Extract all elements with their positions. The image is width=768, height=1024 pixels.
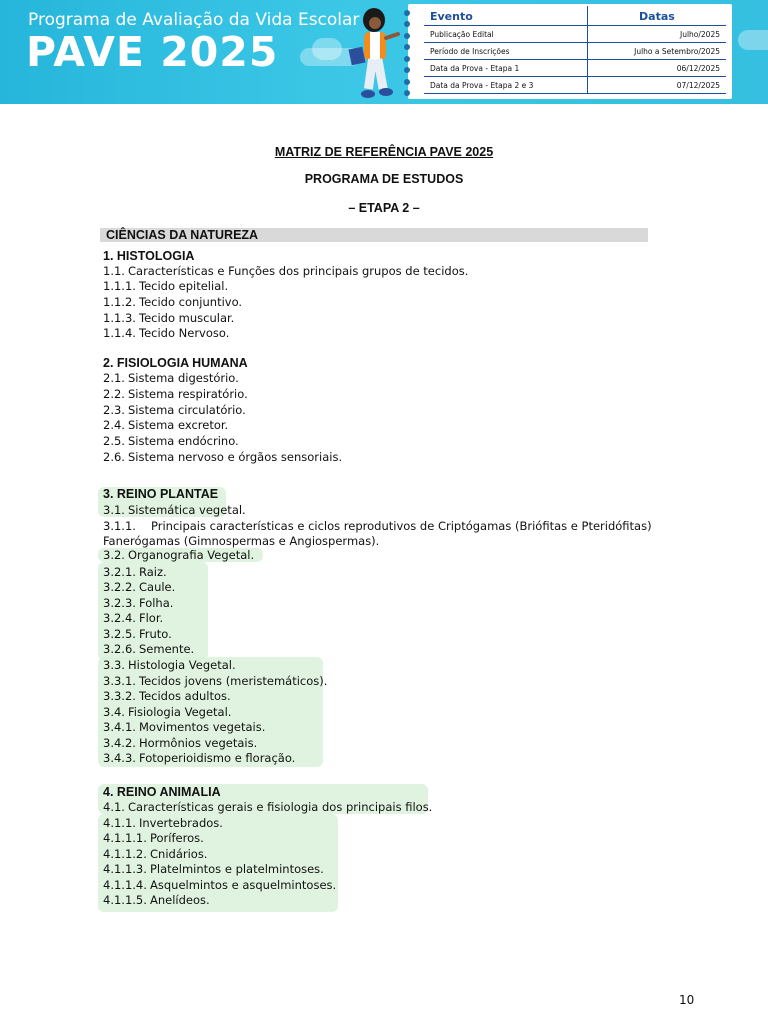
section-heading-fisiologia: 2. FISIOLOGIA HUMANA: [103, 356, 248, 370]
banner-subtitle: Programa de Avaliação da Vida Escolar: [28, 10, 360, 30]
list-item: 3.3. Histologia Vegetal.: [103, 658, 236, 672]
header-banner: [0, 0, 768, 104]
event-cell: Data da Prova - Etapa 2 e 3: [424, 77, 587, 94]
list-item: 4.1.1. Invertebrados.: [103, 816, 223, 830]
section-heading-histologia: 1. HISTOLOGIA: [103, 249, 195, 263]
table-row: [424, 60, 726, 77]
table-row: [424, 26, 726, 43]
stage-label: – ETAPA 2 –: [348, 201, 420, 215]
list-item: Fanerógamas (Gimnospermas e Angiospermas).: [103, 534, 380, 548]
document-subtitle: PROGRAMA DE ESTUDOS: [304, 172, 464, 186]
list-item: 3.2.3. Folha.: [103, 596, 174, 610]
section-heading-plantae: 3. REINO PLANTAE: [103, 487, 219, 501]
list-item: 4.1.1.1. Poríferos.: [103, 831, 204, 845]
event-header: Evento: [424, 6, 587, 26]
list-item: 1.1.3. Tecido muscular.: [103, 311, 235, 325]
list-item: 4.1.1.3. Platelmintos e platelmintoses.: [103, 862, 324, 876]
section-heading-animalia: 4. REINO ANIMALIA: [103, 785, 221, 799]
date-cell: Julho/2025: [587, 26, 726, 43]
list-item: 1.1.4. Tecido Nervoso.: [103, 326, 230, 340]
list-item: 3.2.6. Semente.: [103, 642, 195, 656]
list-item: 2.4. Sistema excretor.: [103, 418, 229, 432]
list-item: 2.5. Sistema endócrino.: [103, 434, 239, 448]
list-item: 3.3.1. Tecidos jovens (meristemáticos).: [103, 674, 328, 688]
event-cell: Data da Prova - Etapa 1: [424, 60, 587, 77]
list-item: 3.2.4. Flor.: [103, 611, 164, 625]
date-cell: 06/12/2025: [587, 60, 726, 77]
event-cell: Período de Inscrições: [424, 43, 587, 60]
list-item: 2.6. Sistema nervoso e órgãos sensoriais.: [103, 450, 343, 464]
table-row: [424, 43, 726, 60]
list-item: 3.4.3. Fotoperioidismo e floração.: [103, 751, 296, 765]
date-cell: 07/12/2025: [587, 77, 726, 94]
banner-title: PAVE 2025: [26, 28, 279, 76]
list-item: 4.1. Características gerais e fisiologia dos principais filos.: [103, 800, 433, 814]
date-cell: Julho a Setembro/2025: [587, 43, 726, 60]
list-item: 1.1. Características e Funções dos principais grupos de tecidos.: [103, 264, 469, 278]
dates-header: Datas: [587, 6, 726, 26]
list-item: 3.1.1. Principais características e ciclos reprodutivos de Criptógamas (Briófitas e Pteridófitas): [103, 519, 652, 533]
list-item: 1.1.1. Tecido epitelial.: [103, 279, 229, 293]
event-cell: Publicação Edital: [424, 26, 587, 43]
table-row: [424, 77, 726, 94]
list-item: 4.1.1.5. Anelídeos.: [103, 893, 210, 907]
list-item: 1.1.2. Tecido conjuntivo.: [103, 295, 243, 309]
student-illustration: [342, 4, 402, 102]
list-item: 4.1.1.2. Cnidários.: [103, 847, 208, 861]
list-item: 3.1. Sistemática vegetal.: [103, 503, 246, 517]
binder-rings: [404, 10, 412, 96]
event-card: [408, 4, 732, 99]
list-item: 2.1. Sistema digestório.: [103, 371, 239, 385]
list-item: 3.4.2. Hormônios vegetais.: [103, 736, 258, 750]
list-item: 3.4.1. Movimentos vegetais.: [103, 720, 266, 734]
list-item: 2.2. Sistema respiratório.: [103, 387, 248, 401]
list-item: 3.3.2. Tecidos adultos.: [103, 689, 231, 703]
area-heading: CIÊNCIAS DA NATUREZA: [100, 228, 648, 242]
page-number: 10: [679, 993, 695, 1007]
event-table: [424, 6, 726, 94]
list-item: 4.1.1.4. Asquelmintos e asquelmintoses.: [103, 878, 337, 892]
list-item: 3.4. Fisiologia Vegetal.: [103, 705, 232, 719]
list-item: 3.2. Organografia Vegetal.: [103, 548, 255, 562]
list-item: 3.2.1. Raiz.: [103, 565, 167, 579]
document-title: MATRIZ DE REFERÊNCIA PAVE 2025: [274, 145, 494, 159]
list-item: 3.2.5. Fruto.: [103, 627, 172, 641]
list-item: 2.3. Sistema circulatório.: [103, 403, 246, 417]
list-item: 3.2.2. Caule.: [103, 580, 176, 594]
